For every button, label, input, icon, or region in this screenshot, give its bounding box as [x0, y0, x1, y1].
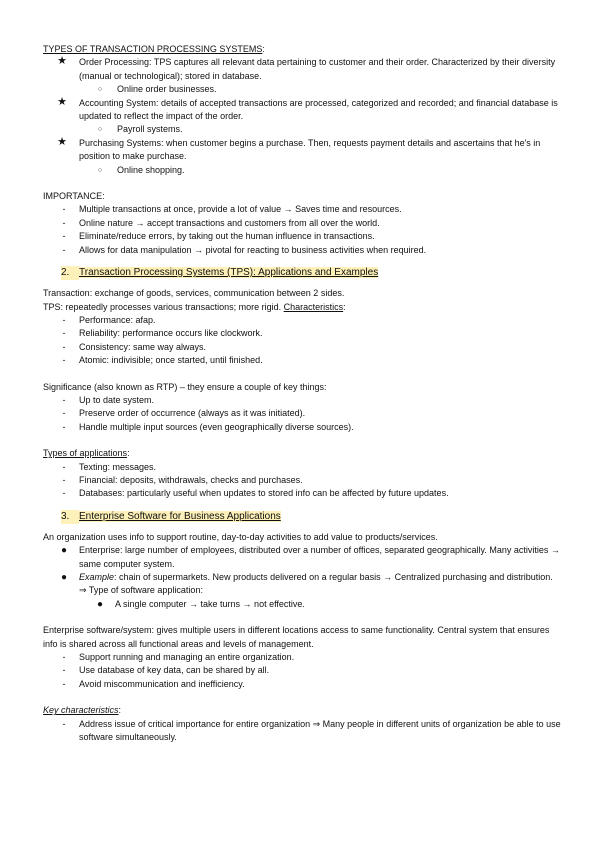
section-heading-2	[61, 266, 561, 280]
list-item	[43, 394, 561, 407]
list-item	[43, 421, 561, 434]
list-item-text: Purchasing Systems: when customer begins a purchase. Then, requests payment details and ascertains that he's in position to make purchase.	[79, 137, 541, 162]
list-item	[43, 651, 561, 664]
list-item-text: Use database of key data, can be shared by all.	[79, 665, 270, 676]
tps-prefix: TPS: repeatedly processes various transactions; more rigid.	[43, 301, 284, 312]
list-item-text: Databases: particularly useful when updates to stored info can be affected by future updates.	[79, 488, 449, 499]
list-item-text: Order Processing: TPS captures all relevant data pertaining to customer and their order. Characterized by their diversity (manual or technological); stored in database.	[79, 57, 556, 81]
list-item	[43, 164, 561, 177]
list-item	[43, 544, 561, 571]
list-item	[43, 571, 561, 584]
list-item	[43, 83, 561, 96]
circle-bullet-icon: ○	[97, 166, 103, 174]
list-item	[43, 230, 561, 243]
key-title-colon: :	[118, 705, 122, 716]
list-item	[43, 354, 561, 367]
software-type-line: ⇒ Type of software application:	[79, 585, 203, 596]
dash-bullet-icon: -	[62, 355, 66, 366]
dash-bullet-icon: -	[62, 244, 66, 255]
example-label: Example	[79, 572, 115, 582]
significance-paragraph: Significance (also known as RTP) – they ensure a couple of key things:	[43, 381, 327, 392]
list-item-text: A single computer → take turns → not effective.	[115, 598, 305, 609]
dash-bullet-icon: -	[62, 652, 66, 663]
circle-bullet-icon: ○	[97, 126, 103, 134]
dash-bullet-icon: -	[62, 474, 66, 485]
dash-bullet-icon: -	[62, 204, 66, 215]
list-item	[43, 203, 561, 216]
list-item	[43, 487, 561, 500]
list-item-text: Online nature → accept transactions and customers from all over the world.	[79, 217, 380, 228]
list-item	[43, 97, 561, 124]
key-characteristics-title	[43, 704, 561, 717]
dash-bullet-icon: -	[62, 665, 66, 676]
types-title-label: Types of applications	[43, 448, 128, 459]
list-item	[43, 461, 561, 474]
list-item	[43, 474, 561, 487]
dash-bullet-icon: -	[62, 231, 66, 242]
dash-bullet-icon: -	[62, 421, 66, 432]
tps-suffix: :	[343, 301, 346, 312]
star-bullet-icon: ★	[57, 95, 67, 108]
section-heading-3	[61, 510, 561, 524]
dash-bullet-icon: -	[62, 217, 66, 228]
dash-bullet-icon: -	[62, 718, 66, 729]
list-item-text: Online order businesses.	[117, 84, 217, 95]
types-title-text: TYPES OF TRANSACTION PROCESSING SYSTEMS	[43, 44, 263, 54]
list-item	[43, 123, 561, 136]
list-item-text: Support running and managing an entire organization.	[79, 652, 295, 663]
enterprise-intro: An organization uses info to support routine, day-to-day activities to add value to products/services.	[43, 531, 438, 542]
list-item-text: Enterprise: large number of employees, distributed over a number of offices, separated geographically. Many activities → same computer system.	[79, 545, 560, 569]
list-item	[43, 718, 561, 745]
list-item	[43, 407, 561, 420]
section-title-types	[43, 43, 561, 56]
list-item-text: Performance: afap.	[79, 314, 156, 325]
list-item	[43, 598, 561, 611]
dash-bullet-icon: -	[62, 461, 66, 472]
list-item-text: Address issue of critical importance for entire organization ⇒ Many people in different units of organization be able to use software simultaneously.	[79, 718, 561, 743]
section-title-importance: IMPORTANCE:	[43, 191, 105, 202]
dot-bullet-icon: ●	[60, 572, 68, 583]
heading-text: Enterprise Software for Business Applications	[79, 510, 281, 522]
example-text: : chain of supermarkets. New products delivered on a regular basis → Centralized purchasing and distribution.	[114, 572, 553, 582]
circle-bullet-icon: ○	[97, 86, 103, 94]
dot-bullet-icon: ●	[60, 545, 68, 557]
dash-bullet-icon: -	[62, 678, 66, 689]
list-item	[43, 314, 561, 327]
tps-definition	[43, 301, 561, 314]
dash-bullet-icon: -	[62, 341, 66, 352]
characteristics-label: Characteristics	[283, 301, 344, 312]
list-item	[43, 327, 561, 340]
list-item-text: Texting: messages.	[79, 461, 157, 472]
list-item	[43, 137, 561, 164]
list-item-text: Reliability: performance occurs like clockwork.	[79, 328, 263, 339]
list-item	[43, 341, 561, 354]
transaction-definition: Transaction: exchange of goods, services, communication between 2 sides.	[43, 288, 345, 299]
dash-bullet-icon: -	[62, 394, 66, 405]
list-item-text: Financial: deposits, withdrawals, checks and purchases.	[79, 474, 303, 485]
heading-text: Transaction Processing Systems (TPS): Applications and Examples	[79, 267, 379, 279]
list-item-text: Accounting System: details of accepted transactions are processed, categorized and recorded; and financial database is updated to reflect the impact of the order.	[79, 97, 558, 122]
dash-bullet-icon: -	[62, 328, 66, 339]
list-item-text: Handle multiple input sources (even geographically diverse sources).	[79, 421, 354, 432]
list-item-text: Consistency: same way always.	[79, 341, 207, 352]
dot-bullet-icon: ●	[96, 598, 104, 610]
list-item	[43, 244, 561, 257]
dash-bullet-icon: -	[62, 408, 66, 419]
key-title-label: Key characteristics	[43, 705, 119, 716]
dash-bullet-icon: -	[62, 488, 66, 499]
heading-number: 3.	[61, 510, 79, 524]
list-item-text: Allows for data manipulation → pivotal for reacting to business activities when required.	[79, 244, 427, 255]
star-bullet-icon: ★	[57, 55, 67, 68]
star-bullet-icon: ★	[57, 135, 67, 148]
enterprise-system-paragraph: Enterprise software/system: gives multiple users in different locations access to same functionality. Central system that ensures info is shared across all functional areas and levels of management.	[43, 625, 550, 649]
document-page	[43, 43, 561, 744]
list-item	[43, 56, 561, 83]
list-item	[43, 678, 561, 691]
list-item-text: Up to date system.	[79, 394, 155, 405]
heading-number: 2.	[61, 266, 79, 280]
list-item-text: Avoid miscommunication and inefficiency.	[79, 678, 245, 689]
list-item-text: Payroll systems.	[117, 124, 183, 135]
list-item-text: Eliminate/reduce errors, by taking out the human influence in transactions.	[79, 231, 375, 242]
list-item	[43, 664, 561, 677]
list-item-text: Atomic: indivisible; once started, until finished.	[79, 355, 263, 366]
list-item-text: Online shopping.	[117, 164, 185, 175]
types-title-colon2: :	[127, 448, 130, 459]
list-item	[43, 217, 561, 230]
dash-bullet-icon: -	[62, 314, 66, 325]
list-item-text	[79, 571, 561, 584]
types-of-applications-title	[43, 447, 561, 460]
list-item-text: Multiple transactions at once, provide a lot of value → Saves time and resources.	[79, 204, 402, 215]
list-item-text: Preserve order of occurrence (always as it was initiated).	[79, 408, 306, 419]
types-title-colon: :	[262, 44, 265, 54]
